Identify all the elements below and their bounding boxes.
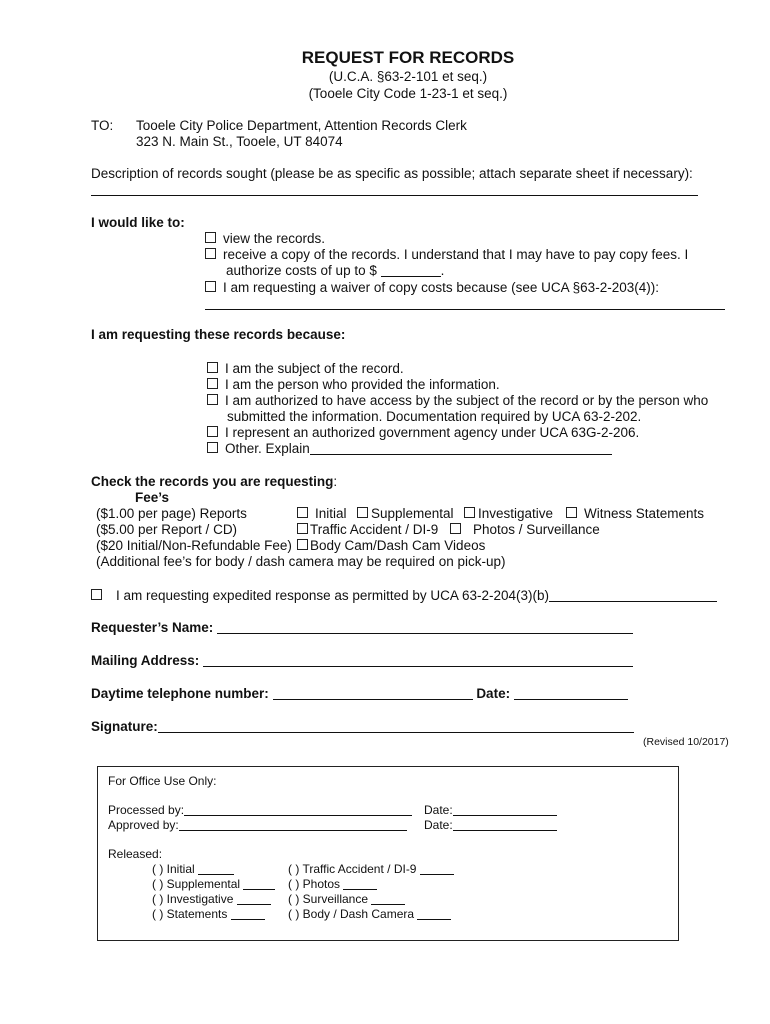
reason-other[interactable] [207,441,612,456]
checkbox-provided[interactable] [207,378,218,389]
approved-date-row [424,818,557,832]
option-view-label: view the records. [223,231,326,246]
city-code-reference: (Tooele City Code 1-23-1 et seq.) [308,86,508,101]
processed-date-field[interactable] [453,803,557,816]
expedited-label: I am requesting expedited response as permitted by UCA 63-2-204(3)(b) [116,588,549,603]
released-initial [152,862,234,876]
office-use-heading: For Office Use Only: [108,774,217,788]
processed-by-label: Processed by: [108,803,185,817]
reason-other-label: Other. Explain [225,441,310,456]
checkbox-investigative[interactable] [464,507,475,518]
released-traffic [288,862,454,876]
record-initial-label: Initial [315,506,347,521]
records-heading [91,474,337,489]
fee-note: (Additional fee’s for body / dash camera may be required on pick-up) [96,554,506,569]
released-photos [288,877,377,891]
released-surveillance-label: ( ) Surveillance [288,892,369,906]
phone-label: Daytime telephone number: [91,686,269,701]
checkbox-photos[interactable] [450,523,461,534]
reason-provided-label: I am the person who provided the information. [225,377,500,392]
checkbox-copy[interactable] [205,248,216,259]
option-view[interactable] [205,231,325,246]
reason-agency-label: I represent an authorized government agency under UCA 63G-2-206. [225,425,640,440]
approved-by-row [108,818,407,832]
reason-subject[interactable] [207,361,404,376]
released-surveillance [288,892,405,906]
reason-authorized[interactable] [207,393,708,408]
released-supplemental-field[interactable] [243,877,275,890]
record-supplemental[interactable] [357,506,454,521]
fees-label: Fee’s [135,490,170,505]
released-bodydash [288,907,451,921]
checkbox-agency[interactable] [207,426,218,437]
date-field[interactable] [514,687,628,700]
fee-cd: ($5.00 per Report / CD) [96,522,238,537]
released-supplemental [152,877,275,891]
statute-reference: (U.C.A. §63-2-101 et seq.) [328,69,488,84]
revision-date: (Revised 10/2017) [643,736,729,748]
released-statements-label: ( ) Statements [152,907,228,921]
signature-row [91,719,634,734]
checkbox-bodycam[interactable] [297,539,308,550]
record-witness-label: Witness Statements [584,506,705,521]
released-initial-label: ( ) Initial [152,862,195,876]
released-traffic-label: ( ) Traffic Accident / DI-9 [288,862,417,876]
record-investigative-label: Investigative [478,506,554,521]
record-bodycam[interactable] [297,538,485,553]
checkbox-witness[interactable] [566,507,577,518]
released-investigative-label: ( ) Investigative [152,892,234,906]
checkbox-other[interactable] [207,442,218,453]
expedited-request[interactable] [91,588,717,603]
record-supplemental-label: Supplemental [371,506,454,521]
checkbox-initial[interactable] [297,507,308,518]
processed-date-label: Date: [424,803,453,817]
records-heading-text: Check the records you are requesting [91,474,334,489]
recipient-name: Tooele City Police Department, Attention Records Clerk [136,118,467,133]
waiver-reason-field[interactable] [205,309,725,310]
record-initial[interactable] [297,506,347,521]
option-waiver-label: I am requesting a waiver of copy costs because (see UCA §63-2-203(4)): [223,280,659,295]
description-prompt: Description of records sought (please be as specific as possible; attach separate sheet if necessary): [91,166,693,181]
requester-name-field[interactable] [217,621,633,634]
signature-label: Signature: [91,719,158,734]
released-initial-field[interactable] [198,862,234,875]
released-supplemental-label: ( ) Supplemental [152,877,241,891]
reason-authorized-cont: submitted the information. Documentation required by UCA 63-2-202. [227,409,642,424]
date-label: Date: [476,686,511,701]
phone-field[interactable] [273,687,473,700]
record-witness[interactable] [566,506,704,521]
released-statements-field[interactable] [231,907,265,920]
released-surveillance-field[interactable] [371,892,405,905]
reason-subject-label: I am the subject of the record. [225,361,404,376]
approved-date-field[interactable] [453,818,557,831]
record-traffic[interactable] [297,522,438,537]
checkbox-authorized[interactable] [207,394,218,405]
approved-date-label: Date: [424,818,453,832]
cost-authorization-label: authorize costs of up to $ [226,263,377,278]
checkbox-expedited[interactable] [91,589,102,600]
requester-name-row [91,620,633,635]
released-bodydash-field[interactable] [417,907,451,920]
reason-authorized-label: I am authorized to have access by the subject of the record or by the person who [225,393,709,408]
page-title: REQUEST FOR RECORDS [301,48,515,67]
option-copy[interactable] [205,247,688,262]
record-traffic-label: Traffic Accident / DI-9 [310,522,439,537]
released-photos-label: ( ) Photos [288,877,341,891]
to-label: TO: [91,118,114,133]
checkbox-traffic[interactable] [297,523,308,534]
released-bodydash-label: ( ) Body / Dash Camera [288,907,415,921]
would-like-heading: I would like to: [91,215,185,230]
processed-by-field[interactable] [184,803,412,816]
expedited-reason-field[interactable] [549,589,717,602]
phone-row [91,686,628,701]
approved-by-label: Approved by: [108,818,179,832]
because-heading: I am requesting these records because: [91,327,346,342]
record-bodycam-label: Body Cam/Dash Cam Videos [310,538,486,553]
released-investigative [152,892,271,906]
cost-amount-field[interactable] [381,264,441,277]
reason-provided[interactable] [207,377,500,392]
released-statements [152,907,265,921]
record-investigative[interactable] [464,506,553,521]
signature-field[interactable] [158,720,634,733]
fee-reports: ($1.00 per page) Reports [96,506,247,521]
cost-authorization [226,263,444,278]
mailing-address-field[interactable] [203,654,633,667]
fee-bodycam: ($20 Initial/Non-Refundable Fee) [96,538,292,553]
other-explain-field[interactable] [310,442,612,455]
requester-name-label: Requester’s Name: [91,620,214,635]
processed-date-row [424,803,557,817]
released-label: Released: [108,847,163,861]
checkbox-view[interactable] [205,232,216,243]
option-waiver[interactable] [205,280,659,295]
reason-agency[interactable] [207,425,639,440]
record-photos[interactable] [450,522,600,537]
mailing-address-row [91,653,633,668]
record-photos-label: Photos / Surveillance [473,522,600,537]
checkbox-waiver[interactable] [205,281,216,292]
recipient-address: 323 N. Main St., Tooele, UT 84074 [136,134,343,149]
checkbox-subject[interactable] [207,362,218,373]
cost-authorization-period: . [440,263,445,278]
option-copy-label: receive a copy of the records. I understand that I may have to pay copy fees. I [223,247,689,262]
released-investigative-field[interactable] [237,892,271,905]
processed-by-row [108,803,412,817]
released-traffic-field[interactable] [420,862,454,875]
description-field[interactable] [91,195,698,196]
checkbox-supplemental[interactable] [357,507,368,518]
mailing-address-label: Mailing Address: [91,653,200,668]
released-photos-field[interactable] [343,877,377,890]
records-heading-colon: : [333,474,338,489]
approved-by-field[interactable] [179,818,407,831]
